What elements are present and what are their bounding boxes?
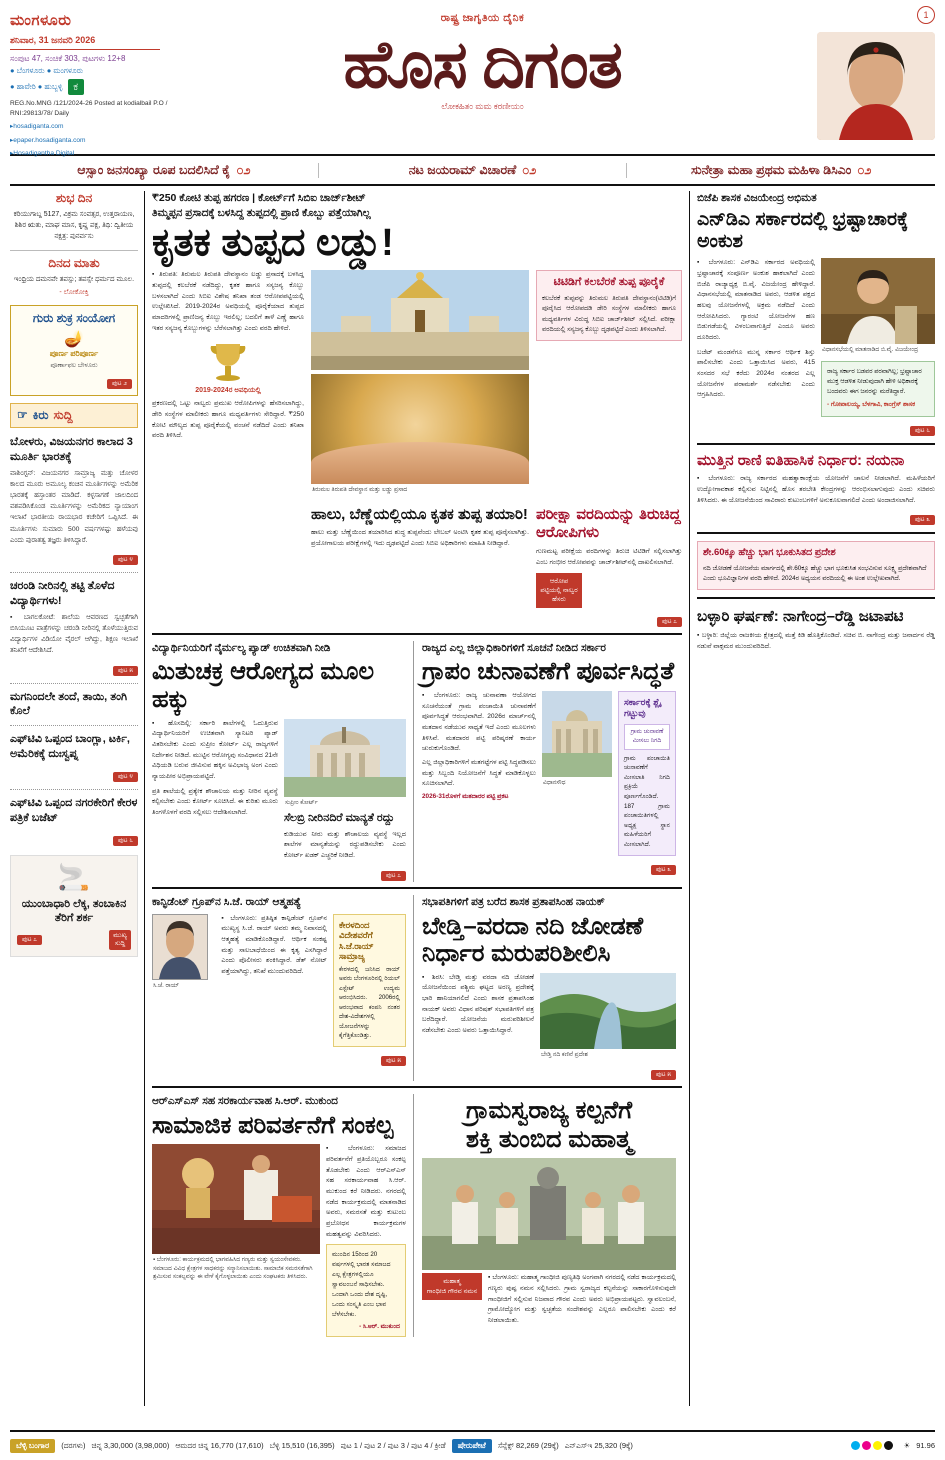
brief-item-0[interactable]	[10, 435, 138, 566]
third-row	[152, 895, 682, 1088]
brief-more-1[interactable]: ಪುಟ ೫	[113, 666, 138, 676]
masthead-left-info	[10, 10, 185, 160]
students-headline: ಮಿತುಚಕ್ರ ಆರೋಗ್ಯದ ಮೂಲ ಹಕ್ಕು	[152, 658, 375, 714]
masthead-subtitle: ಲೋಕಹಿತಂ ಮಮ ಕರಣೀಯಂ	[441, 101, 524, 111]
edition-list-2-text: ● ಹಾವೇರಿ ● ಹುಬ್ಬಳ್ಳಿ	[10, 82, 63, 92]
bellary-body: ▪ ಬಳ್ಳಾರಿ: ಜಿಲ್ಲೆಯ ರಾಜಕೀಯ ಕ್ಷೇತ್ರದಲ್ಲಿ ಮತ್ತೆ ಕಿಡಿ ಹೊತ್ತಿಕೊಂಡಿದೆ. ಸಚಿವ ಬಿ. ನಾಗೇಂದ್ರ ಮತ್ತು ಜನಾರ್ದನ ರೆಡ್ಡಿ ನಡುವೆ ವಾಕ್ಸಮರ ಮುಂದುವರಿದಿದೆ.	[697, 632, 935, 650]
lead-side-text: ಕಲಬೆರಕೆ ತುಪ್ಪವನ್ನು ತಿರುಮಲ ತಿರುಪತಿ ದೇವಸ್ಥಾನಂ(ಟಿಟಿಡಿ)ಗೆ ಪೂರೈಸಿದ ಆರೋಪದಡಿ ಡೇರಿ ಸಂಸ್ಥೆಗಳ ಮಾಲೀಕರು ಹಾಗೂ ಮಧ್ಯವರ್ತಿಗಳ ವಿರುದ್ಧ ಸಿಬಿಐ ಚಾರ್ಜ್‌ಶೀಟ್ ಸಲ್ಲಿಸಿದೆ. ಪರೀಕ್ಷಾ ವರದಿಯಲ್ಲಿ ಸಸ್ಯಜನ್ಯ ಕೊಬ್ಬು ದೃಢಪಟ್ಟಿದೆ ಎಂದು ತಿಳಿಸಲಾಗಿದೆ.	[542, 295, 676, 333]
right-small-story[interactable]	[697, 452, 935, 535]
lead-sub-a-title: ಹಾಲು, ಬೆಣ್ಣೆಯಲ್ಲಿಯೂ ಕೃತಕ ತುಪ್ಪ ತಯಾರಿ!	[311, 505, 528, 523]
suicide-more-link[interactable]: ಪುಟ ೫	[381, 1056, 406, 1066]
lead-story[interactable]	[152, 191, 682, 635]
students-photo-caption: ಸುಪ್ರೀಂ ಕೋರ್ಟ್	[285, 799, 318, 806]
lead-sub-a-body: ಹಾಲು ಮತ್ತು ಬೆಣ್ಣೆಯಿಂದ ತಯಾರಿಸಿದ ಶುದ್ಧ ತುಪ್ಪವೆಂದು ಲೇಬಲ್ ಅಂಟಿಸಿ ಕೃತಕ ತುಪ್ಪ ಪೂರೈಸಲಾಗಿತ್ತು. ಪ್ರಯೋಗಾಲಯ ಪರೀಕ್ಷೆಗಳಲ್ಲಿ ಇದು ದೃಢಪಟ್ಟಿದೆ ಎಂದು ಸಿಬಿಐ ಅಧಿಕಾರಿಗಳು ಮಾಹಿತಿ ನೀಡಿದ್ದಾರೆ.	[311, 529, 529, 548]
bjp-body: ▪ ಬೆಂಗಳೂರು: ಎನ್‌ಡಿಎ ಸರ್ಕಾರದ ಅವಧಿಯಲ್ಲಿ ಭ್ರಷ್ಟಾಚಾರಕ್ಕೆ ಸಂಪೂರ್ಣ ಅಂಕುಶ ಹಾಕಲಾಗಿದೆ ಎಂದು ಬಿಜೆಪಿ ರಾಜ್ಯಾಧ್ಯಕ್ಷ ಬಿ.ವೈ. ವಿಜಯೇಂದ್ರ ಹೇಳಿದ್ದಾರೆ. ವಿಧಾನಸಭೆಯಲ್ಲಿ ಮಾತನಾಡಿದ ಅವರು, ಆಡಳಿತ ಪಕ್ಷದ ಹಲವು ಯೋಜನೆಗಳಲ್ಲಿ ಅಕ್ರಮ ನಡೆದಿದೆ ಎಂದು ಆರೋಪಿಸಿದರು. ಗ್ಯಾರಂಟಿ ಯೋಜನೆಗಳ ಹಣ ಬಿಡುಗಡೆಯಲ್ಲಿ ವಿಳಂಬವಾಗುತ್ತಿದೆ ಎಂದೂ ಅವರು ದೂರಿದರು.	[697, 259, 815, 341]
river-side-title: ಶೇ.60ಕ್ಕೂ ಹೆಚ್ಚು ಭಾಗ ಭೂಕುಸಿತದ ಪ್ರದೇಶ	[703, 547, 836, 559]
lamp-icon: 🪔	[64, 330, 84, 348]
panchayat-kicker: ರಾಜ್ಯದ ಎಲ್ಲ ಜಿಲ್ಲಾಧಿಕಾರಿಗಳಿಗೆ ಸೂಚನೆ ನೀಡಿದ ಸರ್ಕಾರ	[422, 641, 606, 654]
lead-more-wrap[interactable]	[152, 610, 682, 628]
cj-roy-illustration	[153, 915, 207, 979]
gandhi-statue-illustration	[422, 1158, 676, 1270]
portrait-illustration	[817, 32, 935, 140]
dinada-matu-block	[10, 250, 138, 298]
students-sub-title: ಸೆಲಬ್ರಿ ನೀರಿನದಿರೆ ಮಾನ್ಯತೆ ರದ್ದು	[284, 812, 395, 825]
brief-more-0[interactable]: ಪುಟ ೪	[113, 555, 138, 565]
weather-pages: ಪುಟ 1 / ಪುಟ 2 / ಪುಟ 3 / ಪುಟ 4 / ಕ್ರೀಡೆ	[340, 1440, 446, 1450]
tobacco-headline: ಯುಂಬಾಧಾರಿ ಲೆಕ್ಕ, ತಂಬಾಕಿನ ತೆರಿಗೆ ಶರ್ಕ	[21, 897, 127, 925]
supreme-court-illustration	[284, 719, 406, 797]
rss-quote: ಮುಂದಿನ 15ರಿಂದ 20 ವರ್ಷಗಳಲ್ಲಿ ಭಾರತ ಸಮಾಜದ ಎಲ್ಲ ಕ್ಷೇತ್ರಗಳಲ್ಲಿಯೂ ಸ್ವಾವಲಂಬನೆ ಸಾಧಿಸಬೇಕು. ಒಂದಾಗಿ ಒಂದು ದೇಶ ದೃಷ್ಟಿ, ಒಂದು ಸಂಸ್ಕೃತಿ ಎಂಬ ಭಾವ ಬೆಳೆಸಬೇಕು.	[332, 1251, 391, 1318]
trophy-icon	[206, 338, 250, 382]
rss-story[interactable]	[152, 1094, 414, 1337]
teaser-text-1: ನಟ ಜಯರಾಮ್ ವಿಚಾರಣೆ	[408, 162, 517, 177]
suicide-more-wrap[interactable]	[152, 1049, 406, 1067]
students-more-wrap[interactable]	[152, 864, 406, 882]
gold-rate-value: ಚಿನ್ನ 3,30,000 (3,98,000)	[91, 1440, 170, 1450]
fourth-row	[152, 1094, 682, 1337]
temple-illustration	[311, 270, 529, 370]
teaser-text-0: ಆಸ್ಸಾಂ ಜನಸಂಖ್ಯಾ ರೂಪ ಬದಲಿಸಿದೆ ಕೈ	[77, 162, 231, 177]
rss-kicker: ಆರ್‌ಎಸ್‌ಎಸ್ ಸಹ ಸರಕಾರ್ಯವಾಹ ಸಿ.ಆರ್. ಮುಕುಂದ	[152, 1095, 338, 1108]
masthead-center	[190, 6, 775, 112]
website-3[interactable]: ▸Hosadigantha Digital	[10, 150, 75, 158]
teaser-page-2: ೦೨	[857, 162, 872, 177]
right-small-more-wrap[interactable]	[697, 508, 935, 526]
page-number-badge: 1	[917, 6, 935, 24]
masthead	[10, 6, 935, 156]
tobacco-story-card[interactable]	[10, 855, 138, 957]
brief-item-3[interactable]	[10, 732, 138, 783]
mahatma-headline-b: ಶಕ್ತಿ ತುಂಬಿದ ಮಹಾತ್ಮ	[465, 1125, 633, 1153]
right-small-body: ▪ ಬೆಂಗಳೂರು: ರಾಜ್ಯ ಸರ್ಕಾರದ ಮಹತ್ವಾಕಾಂಕ್ಷೆಯ ಯೋಜನೆಗೆ ಚಾಲನೆ ನೀಡಲಾಗಿದೆ. ಮಹಿಳೆಯರಿಗೆ ಉದ್ಯೋಗಾವಕಾಶ ಕಲ್ಪಿಸುವ ನಿಟ್ಟಿನಲ್ಲಿ ಹೊಸ ತರಬೇತಿ ಕೇಂದ್ರಗಳನ್ನು ಆರಂಭಿಸಲಾಗುವುದು ಎಂದು ಸಚಿವರು ತಿಳಿಸಿದರು. ಈ ಯೋಜನೆಯಿಂದ ಸಾವಿರಾರು ಕುಟುಂಬಗಳಿಗೆ ಅನುಕೂಲವಾಗಲಿದೆ ಎಂದು ಅಂದಾಜಿಸಲಾಗಿದೆ.	[697, 475, 935, 504]
students-kicker: ವಿದ್ಯಾರ್ಥಿನಿಯರಿಗೆ ನೈರ್ಮಲ್ಯ ಪ್ಯಾಡ್ ಉಚಿತವಾಗಿ ನೀಡಿ	[152, 641, 331, 654]
panchanga-card	[10, 305, 138, 396]
mahatma-tag-a: ಮಹಾತ್ಮ	[443, 1278, 461, 1286]
edition-list-1: ● ಬೆಂಗಳೂರು ● ಮಂಗಳೂರು	[10, 66, 84, 76]
bellary-story[interactable]	[697, 597, 935, 652]
lead-kicker: ₹250 ಕೋಟಿ ತುಪ್ಪ ಹಗರಣ | ಕೋರ್ಟ್‌ಗೆ ಸಿಬಿಐ ಚಾರ್ಜ್‌ಶೀಟ್	[152, 192, 366, 204]
dinada-matu-title: ದಿನದ ಮಾತು	[48, 255, 100, 270]
panchayat-photo-caption: ವಿಧಾನಸೌಧ	[543, 780, 566, 787]
brief-more-wrap-3[interactable]	[10, 765, 138, 783]
temple-photo	[311, 270, 529, 370]
brief-more-wrap-0[interactable]	[10, 548, 138, 566]
sensex-value: ಸೆನ್ಸೆಕ್ಸ್ 82,269 (29ಕ್ಕೆ)	[497, 1440, 559, 1450]
lead-sub-b-body: ಗುಣಮಟ್ಟ ಪರೀಕ್ಷೆಯ ವರದಿಗಳನ್ನು ತಿರುಚಿ ಟಿಟಿಡಿಗೆ ಸಲ್ಲಿಸಲಾಗಿತ್ತು ಎಂಬ ಗಂಭೀರ ಆರೋಪವನ್ನು ಚಾರ್ಜ್‌ಶೀಟ್‌ನಲ್ಲಿ ದಾಖಲಿಸಲಾಗಿದೆ.	[536, 548, 682, 566]
temperature-value: 91.96	[916, 1441, 935, 1450]
bjp-more-wrap[interactable]	[697, 419, 935, 437]
panchayat-side-body: ಗ್ರಾಮ ಪಂಚಾಯಿತಿ ಚುನಾವಣೆಗೆ ಮೀಸಲಾತಿ ನಿಗದಿ ಪ್ರಕ್ರಿಯೆ ಪೂರ್ಣಗೊಂಡಿದೆ. 187 ಗ್ರಾಮ ಪಂಚಾಯಿತಿಗಳಲ್ಲಿ ಅಧ್ಯಕ್ಷ ಸ್ಥಾನ ಮಹಿಳೆಯರಿಗೆ ಮೀಸಲಾಗಿದೆ.	[624, 754, 670, 849]
river-side-body: ನದಿ ಜೋಡಣೆ ಯೋಜನೆಯ ಮಾರ್ಗದಲ್ಲಿ ಶೇ.60ಕ್ಕೂ ಹೆಚ್ಚು ಭಾಗ ಭೂಕುಸಿತ ಸಂಭವಿಸುವ ಸೂಕ್ಷ್ಮ ಪ್ರದೇಶವಾಗಿದೆ ಎಂದು ಭೂವಿಜ್ಞಾನಿಗಳ ವರದಿ ಹೇಳಿದೆ. 2024ರ ಅಧ್ಯಯನ ವರದಿಯಲ್ಲಿ ಈ ಅಂಶ ಉಲ್ಲೇಖವಾಗಿದೆ.	[703, 564, 927, 583]
edition-city: ಮಂಗಳೂರು	[10, 12, 72, 29]
edition-list-2	[10, 79, 185, 95]
assembly-speech-illustration	[821, 258, 935, 344]
bjp-kicker: ಬಿಜೆಪಿ ಶಾಸಕ ವಿಜಯೇಂದ್ರ ಅಭಿಮತ	[697, 192, 817, 204]
masthead-portrait-photo	[817, 32, 935, 140]
panchayat-body-2: ಎಲ್ಲ ಜಿಲ್ಲಾಧಿಕಾರಿಗಳಿಗೆ ಮತಗಟ್ಟೆಗಳ ಪಟ್ಟಿ ಸಿದ್ಧಪಡಿಸಲು ಮತ್ತು ಸಿಬ್ಬಂದಿ ನಿಯೋಜನೆಗೆ ಸಿದ್ಧತೆ ಮಾಡಿಕೊಳ್ಳಲು ಸೂಚಿಸಲಾಗಿದೆ.	[422, 759, 537, 788]
river-photo-caption: ಬೇಡ್ತಿ ನದಿ ಕಣಿವೆ ಪ್ರದೇಶ	[541, 1051, 588, 1058]
rate-left-value: ಆಮದರ ಚಿನ್ನ 16,770 (17,610)	[175, 1440, 264, 1450]
market-badge: ಷೇರುಪೇಟೆ	[452, 1439, 492, 1453]
lead-side-title: ಟಿಟಿಡಿಗೆ ಕಲಬೆರಕೆ ತುಪ್ಪ ಪೂರೈಕೆ	[553, 276, 665, 289]
river-more-wrap[interactable]	[422, 1063, 676, 1081]
suicide-story[interactable]	[152, 895, 414, 1081]
river-body: ▪ ಶಿರಸಿ: ಬೇಡ್ತಿ ಮತ್ತು ವರದಾ ನದಿ ಜೋಡಣೆ ಯೋಜನೆಯಿಂದ ಪಶ್ಚಿಮ ಘಟ್ಟದ ಅರಣ್ಯ ಪ್ರದೇಶಕ್ಕೆ ಭಾರಿ ಹಾನಿಯಾಗಲಿದೆ ಎಂದು ಶಾಸಕ ಪ್ರತಾಪಸಿಂಹ ನಾಯಕ್ ಅವರು ವಿಧಾನ ಪರಿಷತ್ ಸಭಾಪತಿಗಳಿಗೆ ಪತ್ರ ಬರೆದಿದ್ದಾರೆ. ಯೋಜನೆಯ ಮರುಪರಿಶೀಲನೆ ನಡೆಸಬೇಕು ಎಂದು ಅವರು ಒತ್ತಾಯಿಸಿದ್ದಾರೆ.	[422, 973, 534, 1035]
bjp-story[interactable]	[697, 191, 935, 445]
teaser-item-0[interactable]	[10, 163, 318, 178]
website-1[interactable]: ▸hosadiganta.com	[10, 123, 64, 131]
left-divider-2	[10, 683, 138, 684]
brief-more-4[interactable]: ಪುಟ ೬	[113, 836, 138, 846]
brief-more-3[interactable]: ಪುಟ ೪	[113, 772, 138, 782]
gold-rate-sub: (ದರಗಳು)	[61, 1440, 86, 1450]
mahatma-caption: ▪ ಬೆಂಗಳೂರು: ಮಹಾತ್ಮ ಗಾಂಧೀಜಿ ಪುಣ್ಯತಿಥಿ ಅಂಗವಾಗಿ ನಗರದಲ್ಲಿ ನಡೆದ ಕಾರ್ಯಕ್ರಮದಲ್ಲಿ ಗಣ್ಯರು ಪುಷ್ಪ ನಮನ ಸಲ್ಲಿಸಿದರು. ಗ್ರಾಮ ಸ್ವರಾಜ್ಯದ ಕಲ್ಪನೆಯನ್ನು ಸಾಕಾರಗೊಳಿಸುವುದೇ ಗಾಂಧೀಜಿಗೆ ಸಲ್ಲಿಸುವ ನಿಜವಾದ ಗೌರವ ಎಂದು ಅವರು ಅಭಿಪ್ರಾಯಪಟ್ಟರು. ಸ್ವಾವಲಂಬನೆ, ಗ್ರಾಮೋದ್ಯೋಗ ಮತ್ತು ಸ್ವಚ್ಛತೆಯ ಸಂದೇಶವನ್ನು ಎಲ್ಲರೂ ಪಾಲಿಸಬೇಕು ಎಂದು ಕರೆ ನೀಡಲಾಯಿತು.	[488, 1274, 676, 1324]
dot-magenta	[862, 1441, 871, 1450]
right-small-title: ಮುತ್ತಿನ ರಾಣಿ ಐತಿಹಾಸಿಕ ನಿರ್ಧಾರ: ನಯನಾ	[697, 451, 905, 469]
dot-black	[884, 1441, 893, 1450]
panchanga-more-wrap[interactable]	[16, 372, 132, 390]
brief-body-1: ▪ ಬಾಗಲಕೋಟೆ: ಶಾಲೆಯ ಆವರಣದ ಸ್ವಚ್ಛತೆಗಾಗಿ ಬಿಸಿಯೂಟ ಪಾತ್ರೆಗಳನ್ನು ಚರಂಡಿ ನೀರಿನಲ್ಲಿ ತೊಳೆಯುತ್ತಿರುವ ವಿದ್ಯಾರ್ಥಿಗಳ ವಿಡಿಯೋ ವೈರಲ್ ಆಗಿದ್ದು, ಶಿಕ್ಷಣ ಇಲಾಖೆ ತನಿಖೆಗೆ ಆದೇಶಿಸಿದೆ.	[10, 613, 138, 655]
second-row	[152, 641, 682, 889]
brief-body-0: ವಾಶಿಂಗ್ಟನ್: ವಿಜಯನಗರ ಸಾಮ್ರಾಜ್ಯ ಮತ್ತು ಚೋಳರ ಕಾಲದ ಮೂರು ಅಮೂಲ್ಯ ಕಂಚಿನ ಮೂರ್ತಿಗಳನ್ನು ಅಮೆರಿಕ ಭಾರತಕ್ಕೆ ಹಸ್ತಾಂತರ ಮಾಡಿದೆ. ಕಳ್ಳಸಾಗಣೆ ಜಾಲದಿಂದ ವಶಪಡಿಸಿಕೊಂಡ ಮೂರ್ತಿಗಳನ್ನು ಅಮೆರಿಕದ ನ್ಯಾಯಾಂಗ ಇಲಾಖೆ ಭಾರತೀಯ ರಾಯಭಾರ ಕಚೇರಿಗೆ ಒಪ್ಪಿಸಿದೆ. ಈ ಮೂರ್ತಿಗಳು ಸುಮಾರು 500 ವರ್ಷಗಳಷ್ಟು ಹಳೆಯವು ಎಂದು ಪುರಾತತ್ವ ತಜ್ಞರು ತಿಳಿಸಿದ್ದಾರೆ.	[10, 469, 138, 544]
hand-icon: ☞	[17, 408, 28, 423]
mahatma-event-photo	[422, 1158, 676, 1270]
right-column	[689, 191, 935, 1406]
students-body: ▪ ಹೊಸದಿಲ್ಲಿ: ಸರ್ಕಾರಿ ಶಾಲೆಗಳಲ್ಲಿ ಓದುತ್ತಿರುವ ವಿದ್ಯಾರ್ಥಿನಿಯರಿಗೆ ಉಚಿತವಾಗಿ ಸ್ಯಾನಿಟರಿ ಪ್ಯಾಡ್ ವಿತರಿಸಬೇಕು ಎಂದು ಸುಪ್ರೀಂ ಕೋರ್ಟ್ ಎಲ್ಲ ರಾಜ್ಯಗಳಿಗೆ ನಿರ್ದೇಶನ ನೀಡಿದೆ. ಮುಟ್ಟಿನ ಆರೋಗ್ಯವು ಸಂವಿಧಾನದ 21ನೇ ವಿಧಿಯಡಿ ಬರುವ ಜೀವಿಸುವ ಹಕ್ಕಿನ ಅವಿಭಾಜ್ಯ ಅಂಗ ಎಂದು ನ್ಯಾಯಪೀಠ ಅಭಿಪ್ರಾಯಪಟ್ಟಿದೆ.	[152, 719, 278, 781]
nifty-value: ಎನ್‌ಎಸ್‌ಇ 25,320 (9ಕ್ಕೆ)	[564, 1440, 633, 1450]
rate-right-value: ಬೆಳ್ಳಿ 15,510 (16,395)	[269, 1440, 335, 1450]
mahatma-headline-a: ಗ್ರಾಮಸ್ವರಾಜ್ಯ ಕಲ್ಪನೆಗೆ	[465, 1097, 633, 1125]
teaser-page-1: ೦೨	[522, 162, 537, 177]
mahatma-story[interactable]	[422, 1094, 676, 1337]
cigarette-icon: 🚬	[57, 861, 91, 892]
shubha-dina-block	[10, 191, 138, 243]
left-divider-4	[10, 789, 138, 790]
lead-body-1: ▪ ತಿರುಪತಿ: ತಿರುಮಲ ತಿರುಪತಿ ದೇವಸ್ಥಾನಂ ಲಡ್ಡು ಪ್ರಸಾದಕ್ಕೆ ಬಳಸಿದ್ದ ತುಪ್ಪದಲ್ಲಿ ಕಲಬೆರಕೆ ನಡೆದಿದ್ದು, ಕೃತಕ ಹಾಗೂ ಸಸ್ಯಜನ್ಯ ಕೊಬ್ಬು ಬಳಸಲಾಗಿದೆ ಎಂದು ಸಿಬಿಐ ವಿಶೇಷ ತನಿಖಾ ತಂಡ ಆರೋಪಪಟ್ಟಿಯಲ್ಲಿ ಉಲ್ಲೇಖಿಸಿದೆ. 2019-2024ರ ಅವಧಿಯಲ್ಲಿ ಪೂರೈಕೆಯಾದ ತುಪ್ಪದ ಮಾದರಿಗಳಲ್ಲಿ ಪ್ರಾಣಿಜನ್ಯ ಕೊಬ್ಬು ಇರಲಿಲ್ಲ; ಬದಲಿಗೆ ತಾಳೆ ಎಣ್ಣೆ ಹಾಗೂ ಇತರ ಸಸ್ಯಜನ್ಯ ಕೊಬ್ಬುಗಳನ್ನು ಬೆರೆಸಲಾಗಿತ್ತು ಎಂದು ವರದಿ ಹೇಳಿದೆ.	[152, 271, 304, 332]
newspaper-title	[190, 29, 775, 102]
suicide-body: ▪ ಬೆಂಗಳೂರು: ಪ್ರತಿಷ್ಠಿತ ಕಾನ್ಫಿಡೆಂಟ್ ಗ್ರೂಪ್‌ನ ಮುಖ್ಯಸ್ಥ ಸಿ.ಜೆ. ರಾಯ್ ಅವರು ತಮ್ಮ ನಿವಾಸದಲ್ಲಿ ಆತ್ಮಹತ್ಯೆ ಮಾಡಿಕೊಂಡಿದ್ದಾರೆ. ಆರ್ಥಿಕ ಸಂಕಷ್ಟ ಮತ್ತು ಸಾಲಬಾಧೆಯಿಂದ ಈ ಕೃತ್ಯ ಎಸಗಿದ್ದಾರೆ ಎಂದು ಪೊಲೀಸರು ಶಂಕಿಸಿದ್ದಾರೆ. ಡೆತ್ ನೋಟ್ ಪತ್ತೆಯಾಗಿದ್ದು, ತನಿಖೆ ಮುಂದುವರಿದಿದೆ.	[221, 914, 328, 975]
bjp-body-2: ಬಜೆಟ್ ಮಂಡನೆಗೂ ಮುನ್ನ ಸರ್ಕಾರ ಆರ್ಥಿಕ ಶಿಸ್ತು ಪಾಲಿಸಬೇಕು ಎಂದು ಒತ್ತಾಯಿಸಿದ ಅವರು, 415 ಸಂಸದರ ಸಭೆ ಕರೆದು 2024ರ ನಂತರದ ಎಲ್ಲ ಯೋಜನೆಗಳ ಪರಾಮರ್ಶೆ ನಡೆಸಬೇಕು ಎಂದು ಆಗ್ರಹಿಸಿದರು.	[697, 348, 815, 399]
brief-item-1[interactable]	[10, 579, 138, 677]
title-part-a: ಹೊಸ ದಿಗ	[343, 29, 588, 102]
brief-headline-2[interactable]: ಮಗನಿಂದಲೇ ತಂದೆ, ತಾಯಿ, ತಂಗಿ ಕೊಲೆ	[10, 690, 128, 718]
shubha-dina-title: ಶುಭ ದಿನ	[55, 191, 93, 205]
panchanga-more-link[interactable]: ಪುಟ ೨	[107, 379, 132, 389]
bjp-more-link[interactable]: ಪುಟ ೬	[910, 426, 935, 436]
students-sub-body: ಕುಡಿಯುವ ನೀರು ಮತ್ತು ಶೌಚಾಲಯ ವ್ಯವಸ್ಥೆ ಇಲ್ಲದ ಶಾಲೆಗಳ ಮಾನ್ಯತೆಯನ್ನು ರದ್ದುಪಡಿಸಬೇಕು ಎಂದು ಕೋರ್ಟ್ ಖಡಕ್ ಎಚ್ಚರಿಕೆ ನೀಡಿದೆ.	[284, 830, 406, 860]
rss-photo-caption: ▪ ಬೆಂಗಳೂರು: ಕಾರ್ಯಕ್ರಮದಲ್ಲಿ ಭಾಗವಹಿಸಿದ ಗಣ್ಯರು ಮತ್ತು ಸ್ವಯಂಸೇವಕರು. ಸಮಾಜದ ವಿವಿಧ ಕ್ಷೇತ್ರಗಳ ಸಾಧಕರನ್ನು ಸನ್ಮಾನಿಸಲಾಯಿತು. ಸಾಮಾಜಿಕ ಸಮರಸತೆಗಾಗಿ ಶ್ರಮಿಸುವ ಸಂಕಲ್ಪವನ್ನು ಈ ವೇಳೆ ಕೈಗೊಳ್ಳಲಾಯಿತು ಎಂದು ಸಂಘಟಕರು ತಿಳಿಸಿದರು.	[153, 1257, 313, 1281]
bjp-headline: ಎನ್‌ಡಿಎ ಸರ್ಕಾರದಲ್ಲಿ ಭ್ರಷ್ಟಾಚಾರಕ್ಕೆ ಅಂಕುಶ	[697, 208, 909, 253]
lead-sub-b-title: ಪರೀಕ್ಷಾ ವರದಿಯನ್ನು ತಿರುಚಿದ್ದ ಆರೋಪಿಗಳು	[536, 505, 681, 542]
teaser-item-1[interactable]	[318, 163, 627, 178]
river-kicker: ಸಭಾಪತಿಗಳಿಗೆ ಪತ್ರ ಬರೆದ ಶಾಸಕ ಪ್ರತಾಪಸಿಂಹ ನಾಯಕ್	[422, 895, 605, 908]
students-more-link[interactable]: ಪುಟ ೭	[381, 871, 406, 881]
bjp-quote-source: - ಗೋಪಾಲಯ್ಯ, ಬೆಳಗಾವಿ, ಕಾಂಗ್ರೆಸ್ ಶಾಸಕ	[827, 401, 915, 409]
bjp-photo-caption: ವಿಧಾನಸಭೆಯಲ್ಲಿ ಮಾತನಾಡಿದ ಬಿ.ವೈ. ವಿಜಯೇಂದ್ರ	[822, 347, 919, 354]
right-small-more-link[interactable]: ಪುಟ ೩	[910, 515, 935, 525]
lead-sub-b-stamp: ಆರೋಪ ಪಟ್ಟಿಯಲ್ಲಿ ನಾಲ್ವರ ಹೆಸರು	[536, 573, 582, 608]
supreme-court-photo	[284, 719, 406, 797]
river-more-link[interactable]: ಪುಟ ೫	[651, 1070, 676, 1080]
publication-date: ಶನಿವಾರ, 31 ಜನವರಿ 2026	[10, 34, 160, 50]
students-story[interactable]	[152, 641, 414, 882]
panchayat-side-title: ಸರ್ಕಾರಕ್ಕೆ ಶ್ಲೈ ಗಟ್ಟುವು	[624, 697, 662, 719]
rss-event-photo	[152, 1144, 320, 1254]
lead-year-badge-b: ಅವಧಿಯಲ್ಲಿ	[234, 387, 261, 395]
gold-rate-badge	[10, 1439, 55, 1453]
panchayat-story[interactable]	[422, 641, 676, 882]
temperature-icon: ☀	[903, 1441, 911, 1450]
bjp-quote-note	[821, 361, 935, 417]
lead-body-2: ಪ್ರಕರಣದಲ್ಲಿ ಒಟ್ಟು ನಾಲ್ವರು ಪ್ರಮುಖ ಆರೋಪಿಗಳನ್ನು ಹೆಸರಿಸಲಾಗಿದ್ದು, ಡೇರಿ ಸಂಸ್ಥೆಗಳ ಮಾಲೀಕರು ಹಾಗೂ ಮಧ್ಯವರ್ತಿಗಳು ಸೇರಿದ್ದಾರೆ. ₹250 ಕೋಟಿ ಮೌಲ್ಯದ ತುಪ್ಪ ಪೂರೈಕೆಯಲ್ಲಿ ವಂಚನೆ ನಡೆದಿದೆ ಎಂದು ತನಿಖಾ ವರದಿ ತಿಳಿಸಿದೆ.	[152, 400, 304, 440]
brief-headline-1: ಚರಂಡಿ ನೀರಿನಲ್ಲಿ ತಟ್ಟಿ ತೊಳೆದ ವಿದ್ಯಾರ್ಥಿಗಳು!	[10, 580, 115, 607]
teaser-item-2[interactable]	[626, 163, 935, 178]
vidhana-soudha-photo	[542, 691, 612, 777]
river-story[interactable]	[422, 895, 676, 1081]
mahatma-tag	[422, 1273, 482, 1300]
rss-quote-source: - ಸಿ.ಆರ್. ಮುಕುಂದ	[359, 1322, 400, 1330]
tobacco-tag-a: ಮುಖ್ಯ	[113, 932, 127, 940]
volume-info: ಸಂಪುಟ 47, ಸಂಚಿಕೆ 303, ಪುಟಗಳು 12+8	[10, 53, 126, 63]
students-body-2: ಪ್ರತಿ ಶಾಲೆಯಲ್ಲಿ ಪ್ರತ್ಯೇಕ ಶೌಚಾಲಯ ಮತ್ತು ನೀರಿನ ವ್ಯವಸ್ಥೆ ಕಲ್ಪಿಸಬೇಕು ಎಂದು ಕೋರ್ಟ್ ಸೂಚಿಸಿದೆ. ಈ ಕುರಿತು ಮೂರು ತಿಂಗಳೊಳಗೆ ವರದಿ ಸಲ್ಲಿಸಲು ಆದೇಶಿಸಲಾಗಿದೆ.	[152, 787, 278, 817]
rss-headline: ಸಾಮಾಜಿಕ ಪರಿವರ್ತನೆಗೆ ಸಂಕಲ್ಪ	[152, 1111, 394, 1139]
dot-yellow	[873, 1441, 882, 1450]
vidhana-soudha-illustration	[542, 691, 612, 777]
panchayat-more-wrap[interactable]	[422, 858, 676, 876]
lead-year-badge-a: 2019-2024ರ	[195, 387, 233, 395]
panchayat-side-tag: ಗ್ರಾಮ ಚುನಾವಣೆ ಮೀಸಲು ನಿಗದಿ	[624, 724, 670, 750]
suicide-side-card	[333, 914, 406, 1047]
panchayat-dates: 2026-31ರೊಳಗೆ ಮತದಾರರ ಪಟ್ಟಿ ಪ್ರಕಟ	[422, 793, 509, 801]
shubha-dina-text: ಕರಿಯುಗಾಬ್ದ 5127, ವಿಕ್ರಮ ಸಂವತ್ಸರ, ಉತ್ತರಾಯಣ, ಶಿಶಿರ ಋತು, ಮಾಘ ಮಾಸ, ಕೃಷ್ಣ ಪಕ್ಷ, ತಿಥಿ: ದ್ವಿತೀಯ ನಕ್ಷತ್ರ: ಪುನರ್ವಸು	[13, 211, 135, 241]
dinada-matu-text: ಇಂಧ್ರಿಯ ದಮನವೇ ತಪಸ್ಸು; ತಪಸ್ಸೇ ಧರ್ಮದ ಮೂಲ.	[13, 275, 135, 283]
lead-more-link[interactable]: ಪುಟ ೭	[657, 617, 682, 627]
rss-body: ▪ ಬೆಂಗಳೂರು: ಸಮಾಜದ ಪರಿವರ್ತನೆಗೆ ಪ್ರತಿಯೊಬ್ಬರೂ ಸಂಕಲ್ಪ ತೊಡಬೇಕು ಎಂದು ಆರ್‌ಎಸ್‌ಎಸ್ ಸಹ ಸರಕಾರ್ಯವಾಹ ಸಿ.ಆರ್. ಮುಕುಂದ ಕರೆ ನೀಡಿದರು. ನಗರದಲ್ಲಿ ನಡೆದ ಕಾರ್ಯಕ್ರಮದಲ್ಲಿ ಮಾತನಾಡಿದ ಅವರು, ಸಮರಸತೆ ಮತ್ತು ಕುಟುಂಬ ಪ್ರಬೋಧನ ಕಾರ್ಯಕ್ರಮಗಳ ಮಹತ್ವವನ್ನು ವಿವರಿಸಿದರು.	[326, 1145, 406, 1238]
kirusuddi-label-a: ಕಿರು	[32, 407, 49, 422]
cj-roy-caption: ಸಿ.ಜೆ. ರಾಯ್	[153, 982, 180, 989]
dot-cyan	[851, 1441, 860, 1450]
lead-subkicker: ತಿಮ್ಮಪ್ಪನ ಪ್ರಸಾದಕ್ಕೆ ಬಳಸಿದ್ದ ತುಪ್ಪದಲ್ಲಿ ಪ್ರಾಣಿ ಕೊಬ್ಬು ಪತ್ತೆಯಾಗಿಲ್ಲ	[152, 206, 371, 219]
rss-event-illustration	[152, 1144, 320, 1254]
mahatma-tag-b: ಗಾಂಧೀಜಿ ಗೌರವ ನಮನ	[426, 1287, 478, 1295]
teaser-text-2: ಸುನೇತ್ರಾ ಮಹಾ ಪ್ರಥಮ ಮಹಿಳಾ ಡಿಸಿಎಂ	[690, 162, 852, 177]
left-divider-3	[10, 725, 138, 726]
panchanga-note: ಪೂರ್ಣಾಫಲ ಬೇಳೂರು	[50, 361, 98, 369]
rss-quote-card	[326, 1244, 406, 1336]
river-side-card	[697, 541, 935, 590]
river-valley-photo	[540, 973, 676, 1049]
color-registration-dots	[851, 1441, 893, 1450]
kirusuddi-label-b: ಸುದ್ದಿ	[53, 407, 73, 422]
river-headline: ಬೇಡ್ತಿ–ವರದಾ ನದಿ ಜೋಡಣೆ ನಿರ್ಧಾರ ಮರುಪರಿಶೀಲಿಸಿ	[422, 912, 644, 968]
laddu-photo	[311, 374, 529, 484]
panchanga-sub: ಪೂರ್ಣ ಪರಿಪೂರ್ಣ	[49, 348, 99, 358]
registration-info: REG.No.MNG /121/2024-26 Posted at kodialbail P.O / RNI:29813/78/ Daily	[10, 100, 168, 118]
brief-headline-4: ಎಫ್‌ಟಿವಿ ಒಪ್ಪಂದ ನಗರಕೇರಿಗೆ ಕೇರಳ ಪತ್ರಿಕೆ ಬಜೆಟ್	[10, 796, 138, 824]
lead-headline: ಕೃತಕ ತುಪ್ಪದ ಲಡ್ಡು!	[152, 222, 394, 265]
panchayat-headline: ಗ್ರಾಪಂ ಚುನಾವಣೆಗೆ ಪೂರ್ವಸಿದ್ಧತೆ	[422, 658, 675, 686]
middle-column	[152, 191, 682, 1406]
cj-roy-portrait	[152, 914, 208, 980]
content-grid	[10, 191, 935, 1406]
tagline: ರಾಷ್ಟ್ರ ಜಾಗೃತಿಯ ದೈನಿಕ	[440, 12, 525, 24]
brief-more-wrap-1[interactable]	[10, 659, 138, 677]
left-column	[10, 191, 145, 1406]
hand-holding-laddu	[311, 442, 529, 484]
kirusuddi-header	[10, 403, 138, 428]
tobacco-tag-b: ಸುದ್ದಿ	[114, 940, 126, 948]
brief-headline-3: ಎಫ್‌ಟಿವಿ ಒಪ್ಪಂದ ಬಾಂಗ್ಲಾ, ಟರ್ಕಿ, ಅಮೆರಿಕಕ್ಕೆ ದುಃಸ್ವಪ್ನ	[10, 733, 130, 761]
brief-item-4[interactable]	[10, 796, 138, 847]
teaser-strip	[10, 156, 935, 186]
lead-photo-caption: ತಿರುಮಲ ತಿರುಪತಿ ದೇವಸ್ಥಾನ ಮತ್ತು ಲಡ್ಡು ಪ್ರಸಾದ	[312, 487, 408, 494]
suicide-kicker: ಕಾನ್ಫಿಡೆಂಟ್ ಗ್ರೂಪ್‌ನ ಸಿ.ಜೆ. ರಾಯ್ ಆತ್ಮಹತ್ಯೆ	[152, 895, 302, 908]
brief-more-wrap-4[interactable]	[10, 829, 138, 847]
tobacco-more-link[interactable]: ಪುಟ ೭	[17, 935, 42, 945]
brief-headline-0: ಬೋಳರು, ವಿಜಯನಗರ ಕಾಲಾದ 3 ಮೂರ್ತಿ ಭಾರತಕ್ಕೆ	[10, 435, 133, 463]
suicide-side-body: ಕೇರಳದಲ್ಲಿ ಜನಿಸಿದ ರಾಯ್ ಅವರು ಬೆಂಗಳೂರಿನಲ್ಲಿ ರಿಯಲ್ ಎಸ್ಟೇಟ್ ಉದ್ಯಮ ಆರಂಭಿಸಿದರು. 2006ರಲ್ಲಿ ಆರಂಭವಾದ ಕಂಪನಿ ನಂತರ ದೇಶ-ವಿದೇಶಗಳಲ್ಲಿ ಯೋಜನೆಗಳನ್ನು ಕೈಗೆತ್ತಿಕೊಂಡಿತ್ತು.	[339, 966, 400, 1040]
left-divider-1	[10, 572, 138, 573]
bjp-quote-text: ರಾಜ್ಯ ಸರ್ಕಾರ ಬಡವರ ಪರವಾಗಿಲ್ಲ; ಭ್ರಷ್ಟಾಚಾರ ಮುಕ್ತ ಆಡಳಿತ ನೀಡುವುದಾಗಿ ಹೇಳಿ ಅಧಿಕಾರಕ್ಕೆ ಬಂದವರು ಈಗ ಜನರನ್ನು ಮರೆತಿದ್ದಾರೆ.	[827, 367, 922, 396]
language-badge-icon: ಕ	[68, 79, 84, 95]
lead-side-box	[536, 270, 682, 341]
suicide-side-title: ಕೇರಳದಿಂದ ವಿದೇಶವರೆಗೆ ಸಿ.ಜೆ.ರಾಯ್ ಸಾಮ್ರಾಜ್ಯ	[339, 919, 374, 962]
river-valley-illustration	[540, 973, 676, 1049]
vijayendra-photo	[821, 258, 935, 344]
teaser-page-0: ೦೨	[236, 162, 251, 177]
panchayat-more-link[interactable]: ಪುಟ ೩	[651, 865, 676, 875]
panchanga-title: ಗುರು ಶುಕ್ರ ಸಂಯೋಗ	[32, 310, 116, 325]
title-part-b: ತ	[587, 29, 622, 102]
panchayat-side-card	[618, 691, 676, 856]
dinada-matu-source: - ಲೋಕೋಕ್ತಿ	[59, 288, 89, 296]
gold-rate-label: ಬೆಳ್ಳಿ ಬಂಗಾರ	[16, 1440, 50, 1450]
panchayat-body: ▪ ಬೆಂಗಳೂರು: ರಾಜ್ಯ ಚುನಾವಣಾ ಆಯೋಗದ ಸೂಚನೆಯಂತೆ ಗ್ರಾಮ ಪಂಚಾಯಿತಿ ಚುನಾವಣೆಗೆ ಪೂರ್ವಸಿದ್ಧತೆ ಆರಂಭವಾಗಿದೆ. 2026ರ ಮಾರ್ಚ್‌ನಲ್ಲಿ ಮತದಾನ ನಡೆಯುವ ಸಾಧ್ಯತೆ ಇದೆ ಎಂದು ಮೂಲಗಳು ತಿಳಿಸಿವೆ. ಮತದಾರರ ಪಟ್ಟಿ ಪರಿಷ್ಕರಣೆ ಕಾರ್ಯ ಚುರುಕುಗೊಂಡಿದೆ.	[422, 692, 537, 753]
footer-bar	[10, 1430, 935, 1456]
tobacco-tag	[109, 930, 131, 950]
bellary-headline: ಬಳ್ಳಾರಿ ಘರ್ಷಣೆ: ನಾಗೇಂದ್ರ–ರೆಡ್ಡಿ ಜಟಾಪಟಿ	[697, 608, 904, 626]
website-2[interactable]: ▸epaper.hosadiganta.com	[10, 136, 86, 144]
